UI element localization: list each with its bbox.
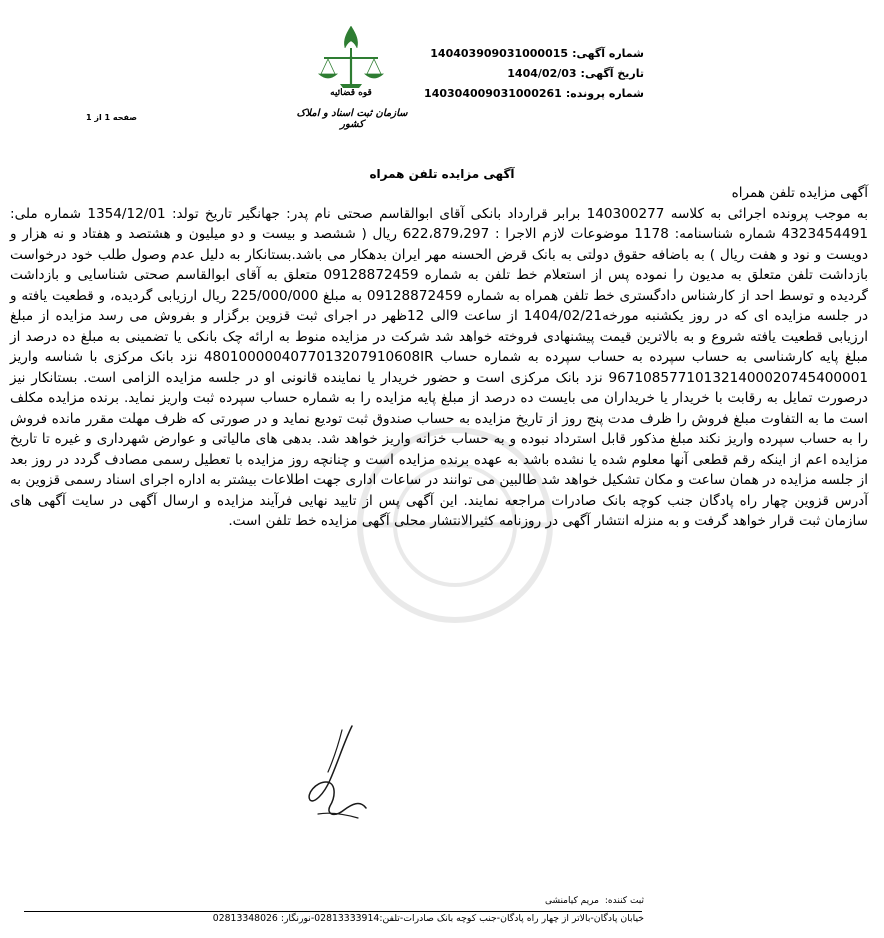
ad-date-row (424, 64, 644, 84)
case-number-row (424, 84, 644, 104)
footer-divider (24, 911, 642, 912)
registrar-name: مریم کیامنشی (544, 896, 599, 906)
case-number-label: شماره پرونده: (565, 87, 644, 100)
registrar (545, 896, 644, 906)
case-number: 140304009031000261 (424, 87, 562, 100)
body-paragraph: به موجب پرونده اجرائی به کلاسه 140300277 برابر قرارداد بانکی آقای ابوالقاسم صحتی نام پدر: جهانگیر تاریخ تولد: 1354/12/01 شماره ملی: 4323454491 شماره شناسنامه: 1178 موضوعات لازم الاجرا : 622،879،297 ریال ( ششصد و بیست و دو میلیون و هشتصد و هفتاد و نه هزار و دویست و نود و هفت ریال ) به باضافه حقوق دولتی به بانک قرض الحسنه مهر ایران بدهکار می باشد.بستانکار به دلیل عدم وصول طلب خود درخواست بازداشت تلفن متعلق به مدیون را نموده پس از استعلام خط تلفن به شماره 09128872459 متعلق به آقای ابوالقاسم صحتی شناسایی و بازداشت گردیده و توسط احد از کارشناس دادگستری خط تلفن همراه به شماره 09128872459 به مبلغ 225/000/000 ریال ارزیابی گردیده، و قطعیت یافته و در جلسه مزایده ای که در روز یکشنبه مورخه1404/02/21 از ساعت 9الی 12ظهر در اجرای ثبت قزوین برگزار و بفروش می رسد مزایده از مبلغ ارزیابی قطعیت یافته شروع و به بالاترین قیمت پیشنهادی فروخته خواهد شد شرکت در مزایده منوط به ارائه چک بانکی یا تضمینی به مبلغ ده درصد از مبلغ پایه کارشناسی به حساب سپرده به حساب سپرده به شماره حساب 4801000004077013207910608IR نزد بانک مرکزی با شناسه واریز 967108577101321400020745400001 نزد بانک مرکزی است و حضور خریدار یا نماینده قانونی او در جلسه مزایده الزامی است. بستانکار نیز درصورت تمایل به رقابت با خریدار یا خریداران می بایست ده درصد از مبلغ پایه مزایده را به شماره حساب سپرده ثبت واریز نماید. برنده مزایده مکلف است ما به التفاوت مبلغ فروش را ظرف مدت پنج روز از تاریخ مزایده به حساب صندوق ثبت تودیع نماید و در صورتی که ظرف مهلت مقرر مانده فروش را به حساب سپرده واریز نکند مبلغ مذکور قابل استرداد نبوده و به حساب خزانه واریز خواهد شد. بدهی های مالیاتی و عوارض شهرداری و غیره تا تاریخ مزایده اعم از اینکه رقم قطعی آنها معلوم شده یا نشده باشد به عهده برنده مزایده است و چنانچه روز مزایده با تعطیل رسمی مصادف گردد در روز بعد از جلسه مزایده در همان ساعت و مکان تشکیل خواهد شد طالبین می توانند در ساعات اداری جهت اطلاعات بیشتر به اداره اجرای اسناد رسمی قزوین به آدرس قزوین چهار راه پادگان جنب کوچه بانک صادرات مراجعه نمایند. این آگهی پس از تایید نهایی فرآیند مزایده و ارسال آگهی در سایت آگهی های سازمان ثبت قرار خواهد گرفت و به منزله انتشار آگهی در روزنامه کثیرالانتشار محلی آگهی مزایده خط تلفن است. (10, 205, 869, 529)
org-full-name: سازمان ثبت اسناد و املاک کشور (296, 108, 408, 130)
page-indicator: صفحه 1 از 1 (86, 113, 137, 122)
office-address: خیابان پادگان-بالاتر از چهار راه پادگان-جنب کوچه بانک صادرات-تلفن:02813333914-نورنگار: 02813348026 (212, 913, 644, 924)
registrar-label: ثبت کننده: (604, 896, 644, 906)
ad-number-label: شماره آگهی: (572, 47, 644, 60)
signature-icon (300, 722, 380, 832)
body-intro: آگهی مزایده تلفن همراه (731, 185, 868, 201)
ad-date: 1404/02/03 (507, 67, 577, 80)
page-title: آگهی مزایده تلفن همراه (369, 167, 515, 181)
ad-date-label: تاریخ آگهی: (580, 67, 644, 80)
ad-meta (424, 44, 644, 104)
ad-number: 140403909031000015 (430, 47, 569, 60)
ad-body (10, 183, 868, 532)
ad-number-row (424, 44, 644, 64)
org-short-name: قوه قضائیه (330, 88, 372, 98)
